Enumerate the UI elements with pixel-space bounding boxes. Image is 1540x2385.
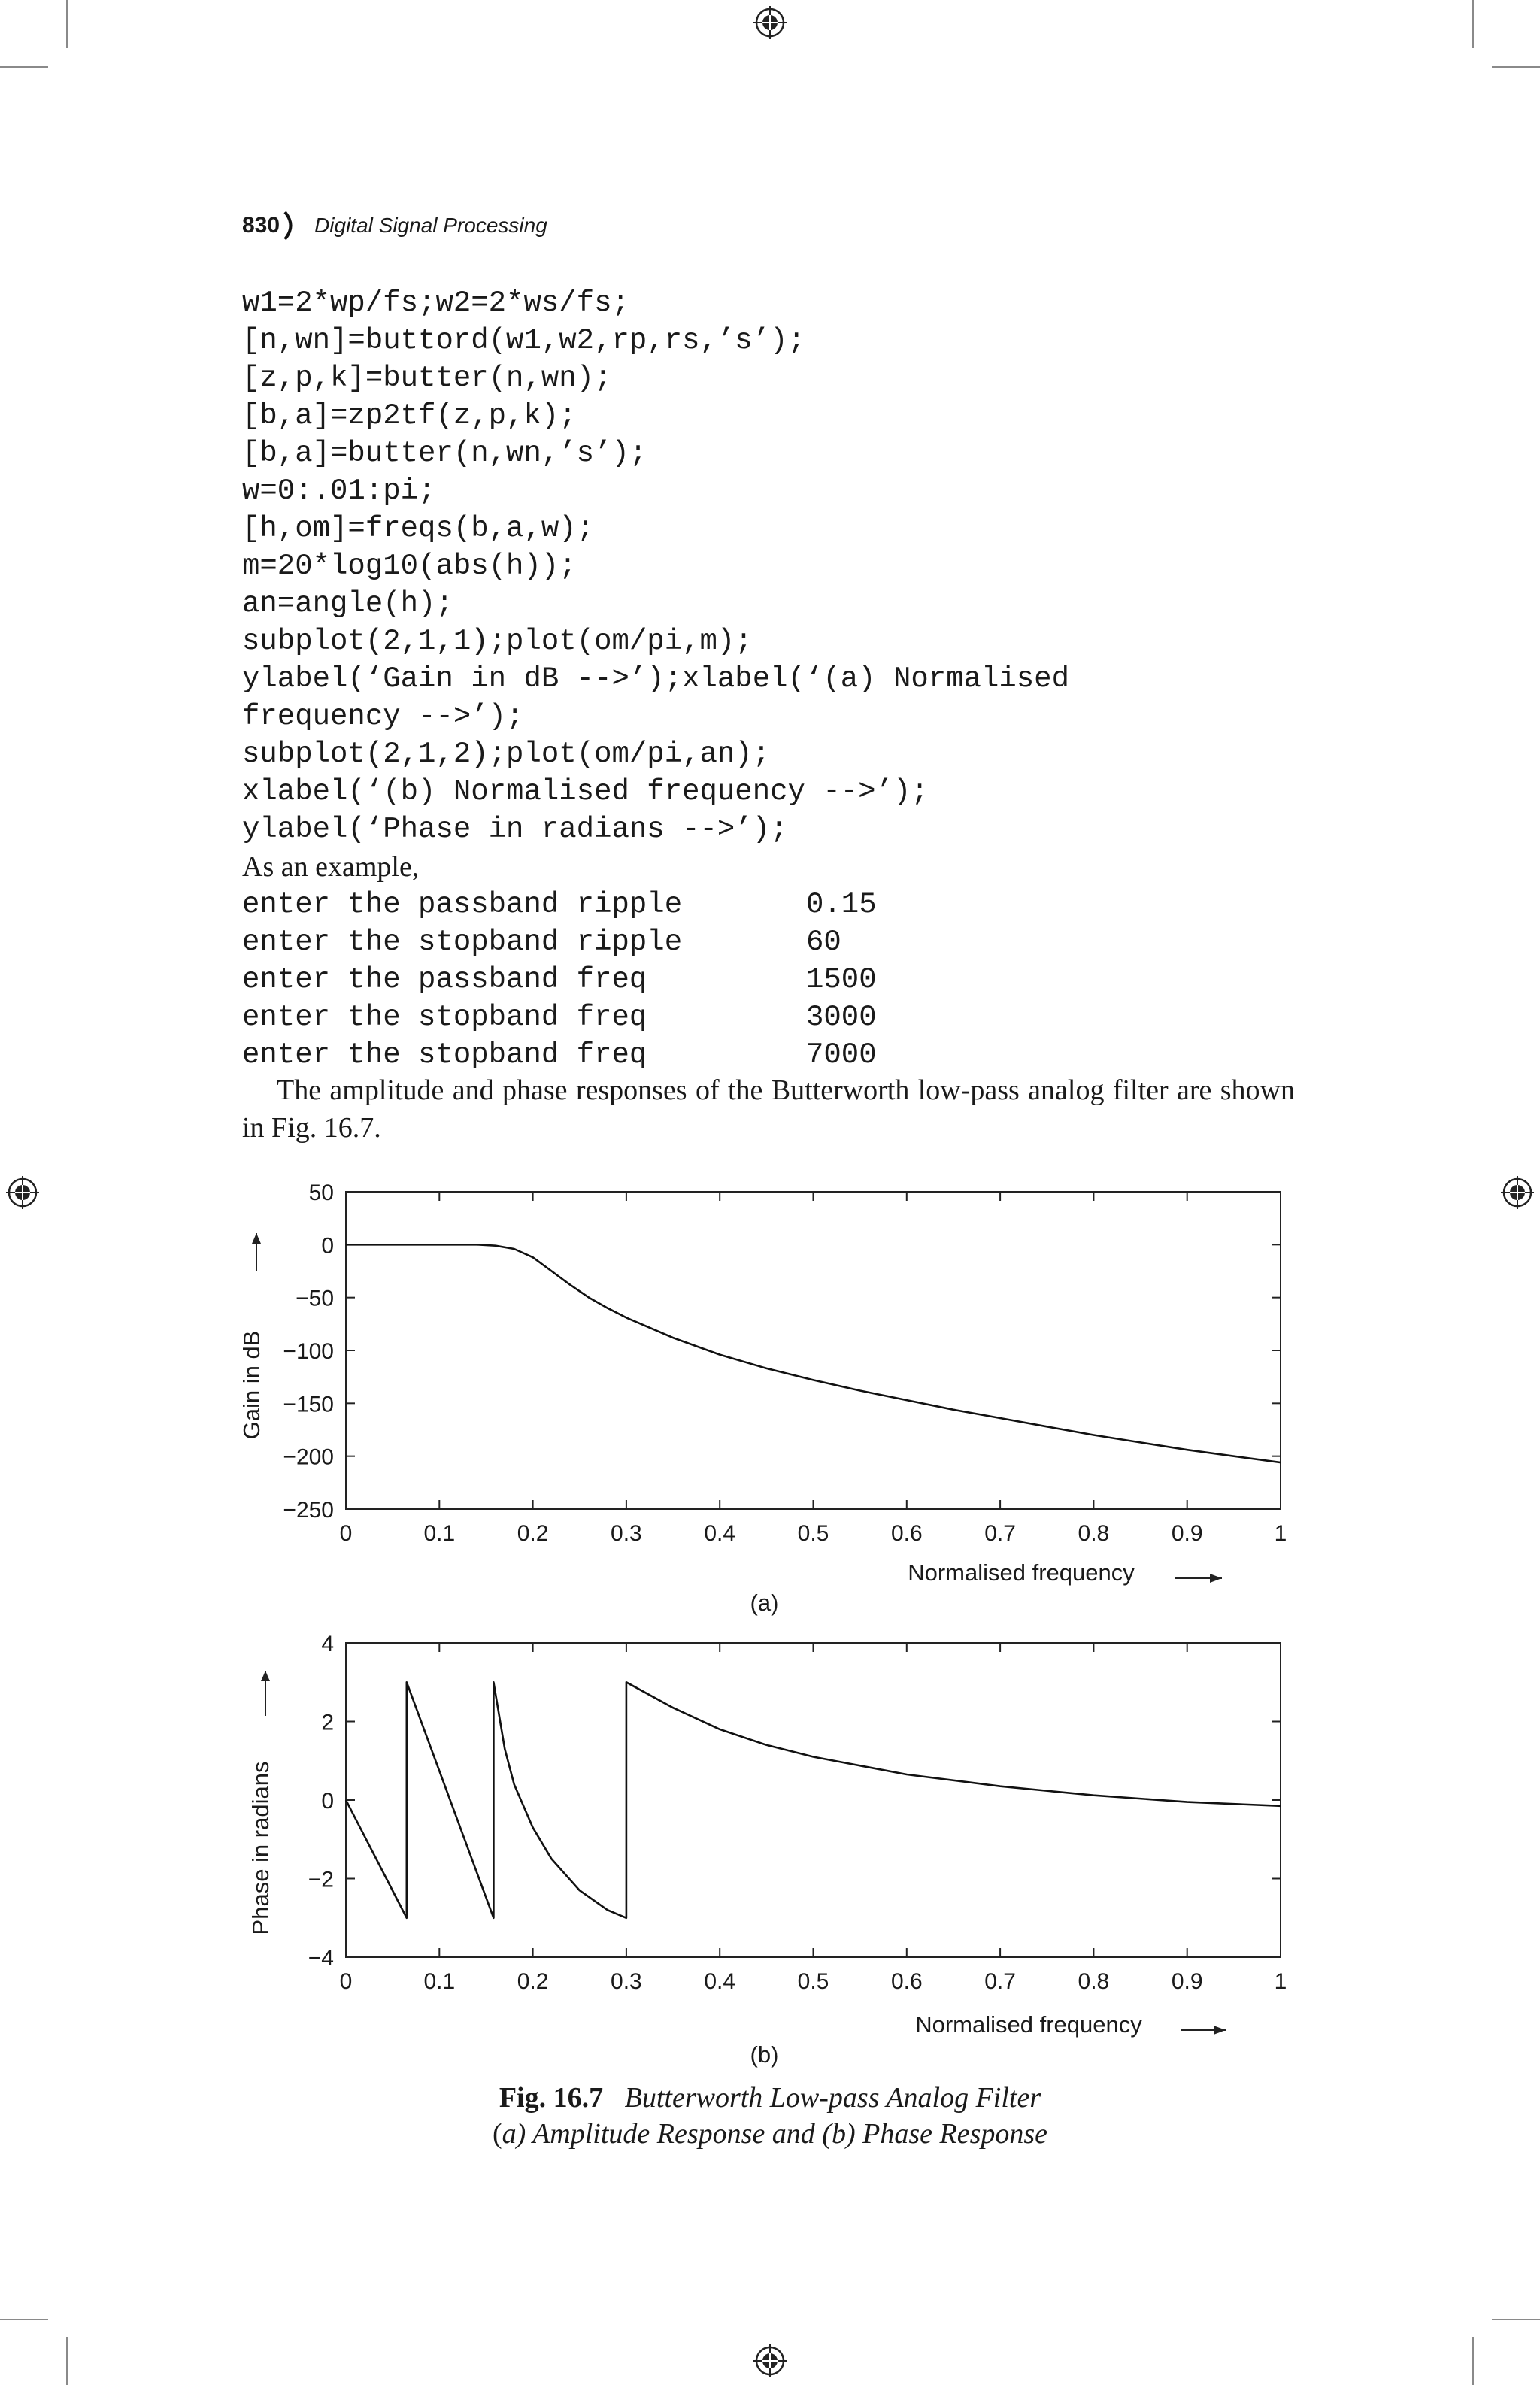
crop-mark: [66, 2337, 68, 2385]
x-tick-label: 0.9: [1171, 1969, 1203, 1994]
caption-text: b: [831, 2118, 846, 2150]
running-title: Digital Signal Processing: [314, 214, 547, 237]
crop-mark: [66, 0, 68, 48]
y-tick-label: −150: [283, 1392, 334, 1417]
code-line: ylabel(‘Gain in dB -->’);xlabel(‘(a) Normalised: [242, 662, 1069, 695]
y-axis-label: Gain in dB: [238, 1330, 265, 1440]
y-tick-label: −100: [283, 1339, 334, 1364]
x-axis-arrowhead-icon: [1214, 2026, 1226, 2035]
code-line: ylabel(‘Phase in radians -->’);: [242, 813, 788, 846]
x-axis-label: Normalised frequency: [908, 1559, 1135, 1586]
code-line: m=20*log10(abs(h));: [242, 550, 577, 583]
x-tick-label: 0.5: [797, 1969, 829, 1994]
y-tick-label: 4: [321, 1632, 334, 1656]
caption-line-2: [0, 2116, 1540, 2152]
series-line: [346, 1682, 1281, 1918]
example-entry: [242, 886, 1069, 923]
x-tick-label: 0.5: [797, 1521, 829, 1546]
caption-text: a: [502, 2118, 517, 2150]
x-tick-label: 0.7: [984, 1969, 1016, 1994]
y-tick-label: 2: [321, 1710, 334, 1735]
caption-line-1: [0, 2080, 1540, 2116]
example-intro: As an example,: [242, 851, 420, 883]
x-tick-label: 0.7: [984, 1521, 1016, 1546]
crop-mark: [1492, 2319, 1540, 2320]
y-tick-label: 50: [308, 1180, 334, 1205]
x-tick-label: 0.3: [611, 1969, 642, 1994]
x-tick-label: 1: [1274, 1521, 1287, 1546]
code-line: frequency -->’);: [242, 700, 524, 733]
caption-text: ) Phase Response: [845, 2118, 1048, 2150]
caption-text: (: [492, 2118, 502, 2150]
example-entry: [242, 961, 1069, 999]
code-line: [z,p,k]=butter(n,wn);: [242, 362, 612, 395]
code-line: w1=2*wp/fs;w2=2*ws/fs;: [242, 286, 629, 320]
y-axis-arrowhead-icon: [252, 1233, 261, 1244]
code-line: subplot(2,1,2);plot(om/pi,an);: [242, 738, 771, 771]
caption-text: ) Amplitude Response and (: [516, 2118, 832, 2150]
y-tick-label: −200: [283, 1444, 334, 1470]
crop-mark: [0, 66, 48, 68]
x-tick-label: 1: [1274, 1969, 1287, 1994]
entry-label: enter the stopband freq: [242, 1001, 647, 1034]
x-tick-label: 0.9: [1171, 1521, 1203, 1546]
code-line: [b,a]=butter(n,wn,’s’);: [242, 437, 647, 470]
x-axis-arrowhead-icon: [1210, 1574, 1222, 1583]
x-tick-label: 0.6: [890, 1969, 923, 1994]
x-tick-label: 0: [339, 1969, 353, 1994]
body-paragraph: The amplitude and phase responses of the Butterworth low-pass analog filter are shown in Fig. 16.7.: [242, 1074, 1295, 1144]
example-entry: [242, 999, 1069, 1036]
x-tick-label: 0.1: [423, 1521, 456, 1546]
panel-label: (a): [750, 1589, 779, 1616]
example-entry: [242, 1036, 1069, 1074]
x-tick-label: 0.3: [611, 1521, 642, 1546]
code-line: [n,wn]=buttord(w1,w2,rp,rs,’s’);: [242, 324, 805, 357]
x-tick-label: 0.1: [423, 1969, 456, 1994]
y-axis-label: Phase in radians: [247, 1761, 274, 1935]
y-tick-label: −50: [296, 1286, 334, 1311]
code-listing: [242, 284, 1069, 1074]
entry-label: enter the passband ripple: [242, 888, 683, 921]
header-bracket-icon: [283, 211, 298, 241]
entry-value: 7000: [806, 1038, 877, 1071]
entry-value: 0.15: [806, 888, 877, 921]
y-tick-label: −250: [283, 1498, 334, 1523]
caption-title: Butterworth Low-pass Analog Filter: [624, 2082, 1041, 2114]
registration-mark-icon: [6, 1176, 39, 1209]
panel-label: (b): [750, 2041, 779, 2068]
x-tick-label: 0.2: [517, 1969, 549, 1994]
y-tick-label: 0: [321, 1233, 334, 1259]
page-number: 830: [242, 213, 280, 238]
crop-mark: [0, 2319, 48, 2320]
x-tick-label: 0.4: [704, 1521, 736, 1546]
caption-number: Fig. 16.7: [499, 2082, 604, 2114]
y-tick-label: 0: [321, 1789, 334, 1814]
plot-frame: [346, 1192, 1281, 1509]
crop-mark: [1492, 66, 1540, 68]
x-tick-label: 0.8: [1078, 1521, 1110, 1546]
x-tick-label: 0.8: [1078, 1969, 1110, 1994]
entry-value: 60: [806, 926, 841, 959]
entry-label: enter the stopband freq: [242, 1038, 647, 1071]
code-line: [b,a]=zp2tf(z,p,k);: [242, 399, 577, 432]
figure-caption: [0, 2080, 1540, 2152]
crop-mark: [1472, 0, 1474, 48]
entry-label: enter the passband freq: [242, 963, 647, 996]
y-axis-arrowhead-icon: [261, 1671, 270, 1681]
x-tick-label: 0.6: [890, 1521, 923, 1546]
code-line: w=0:.01:pi;: [242, 474, 436, 508]
x-tick-label: 0: [339, 1521, 353, 1546]
entry-label: enter the stopband ripple: [242, 926, 683, 959]
example-entry: [242, 923, 1069, 961]
x-tick-label: 0.2: [517, 1521, 549, 1546]
code-line: subplot(2,1,1);plot(om/pi,m);: [242, 625, 753, 658]
code-line: xlabel(‘(b) Normalised frequency -->’);: [242, 775, 929, 808]
x-axis-label: Normalised frequency: [915, 2011, 1142, 2038]
registration-mark-icon: [1501, 1176, 1534, 1209]
registration-mark-icon: [753, 2344, 787, 2377]
y-tick-label: −2: [308, 1867, 334, 1893]
plot-frame: [346, 1643, 1281, 1957]
registration-mark-icon: [753, 6, 787, 39]
entry-value: 3000: [806, 1001, 877, 1034]
x-tick-label: 0.4: [704, 1969, 736, 1994]
running-header: [242, 209, 547, 242]
code-line: [h,om]=freqs(b,a,w);: [242, 512, 595, 545]
entry-value: 1500: [806, 963, 877, 996]
crop-mark: [1472, 2337, 1474, 2385]
series-line: [346, 1244, 1281, 1462]
code-line: an=angle(h);: [242, 587, 453, 620]
y-tick-label: −4: [308, 1946, 334, 1971]
